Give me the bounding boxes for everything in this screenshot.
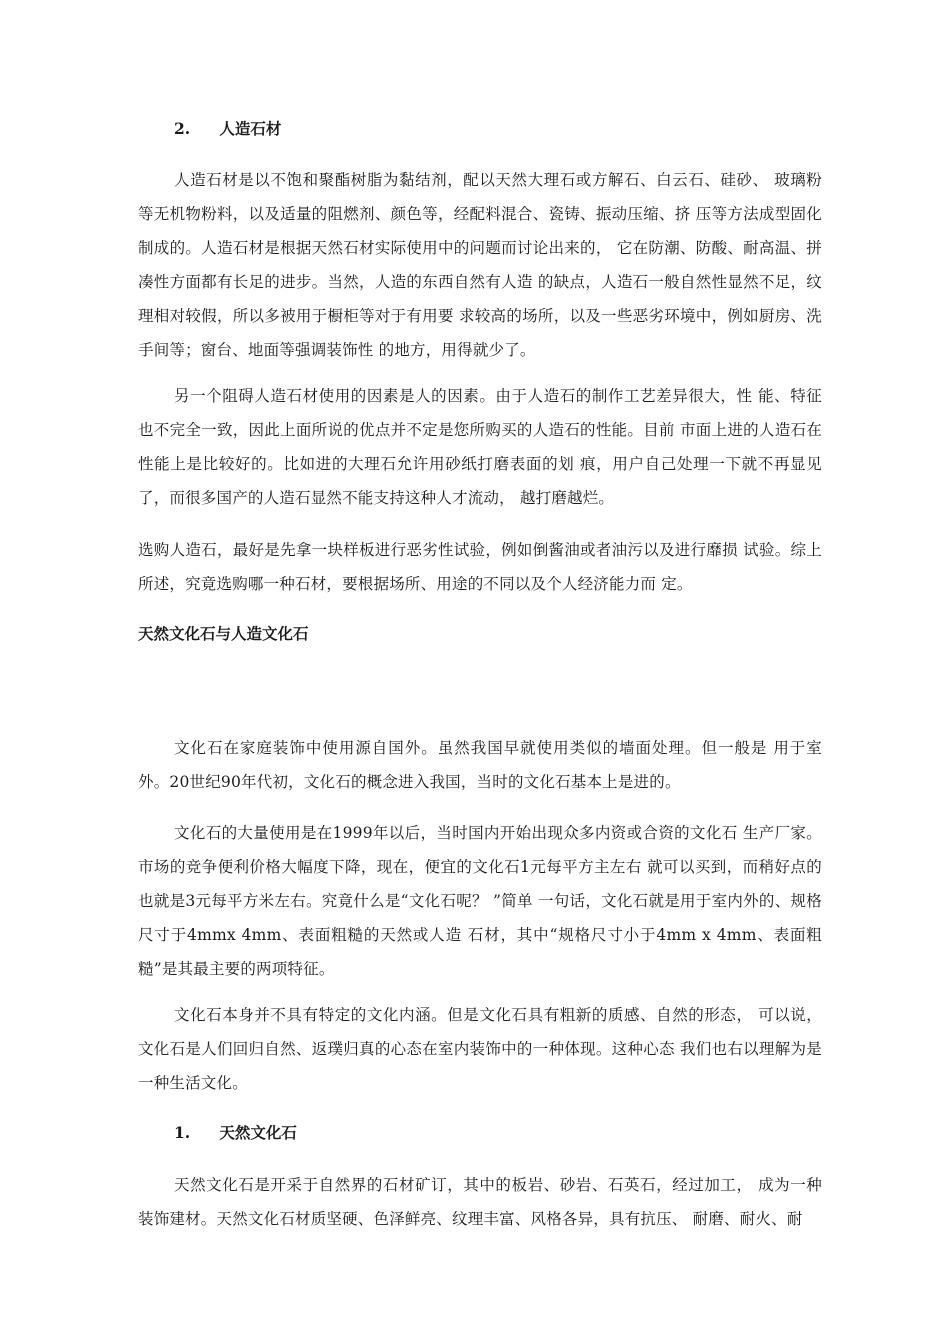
paragraph-artificial-stone-human-factor: 另一个阻碍人造石材使用的因素是人的因素。由于人造石的制作工艺差异很大，性 能、特征也不完全一致，因此上面所说的优点并不定是您所购买的人造石的性能。目前 市面上进的人造石在性能上是比较好的。比如进的大理石允许用砂纸打磨表面的划 痕，用户自己处理一下就不再显见了，而很多国产的人造石显然不能支持这种人才流动， 越打磨越烂。 xyxy=(138,387,822,507)
paragraph-culture-stone-origin: 文化石在家庭装饰中使用源自国外。虽然我国早就使用类似的墙面处理。但一般是 用于室外。20世纪90年代初，文化石的概念进入我国，当时的文化石基本上是进的。 xyxy=(138,739,822,791)
heading-number: 1. xyxy=(174,1123,191,1142)
heading-title: 天然文化石 xyxy=(219,1123,297,1142)
paragraph-natural-culture-stone: 天然文化石是开采于自然界的石材矿订，其中的板岩、砂岩、石英石，经过加工， 成为一种装饰建材。天然文化石材质坚硬、色泽鲜亮、纹理丰富、风格各异，具有抗压、 耐磨、耐火、耐 xyxy=(138,1176,822,1228)
heading-number: 2. xyxy=(174,119,191,138)
heading-title: 人造石材 xyxy=(219,119,282,138)
section-heading-culture-stone: 天然文化石与人造文化石 xyxy=(138,624,309,643)
section-heading-artificial-stone xyxy=(174,112,281,146)
section-heading-natural-culture-stone xyxy=(174,1116,297,1150)
paragraph-culture-stone-market: 文化石的大量使用是在1999年以后，当时国内开始出现众多内资或合资的文化石 生产厂家。市场的竞争便利价格大幅度下降，现在，便宜的文化石1元每平方主左右 就可以买到，而稍好点的也就是3元每平方米左右。究竟什么是“文化石呢？ ”简单 一句话，文化石就是用于室内外的、规格尺寸于4mmx 4mm、表面粗糙的天然或人造 石材，其中“规格尺寸小于4mm x 4mm、表面粗糙”是其最主要的两项特征。 xyxy=(138,824,822,978)
paragraph-artificial-stone-intro: 人造石材是以不饱和聚酯树脂为黏结剂，配以天然大理石或方解石、白云石、硅砂、 玻璃粉等无机物粉料，以及适量的阻燃剂、颜色等，经配料混合、瓷铸、振动压缩、挤 压等方法成型固化制成的。人造石材是根据天然石材实际使用中的问题而讨论出来的， 它在防潮、防酸、耐高温、拼凑性方面都有长足的进步。当然，人造的东西自然有人造 的缺点，人造石一般自然性显然不足，纹理相对较假，所以多被用于橱柜等对于有用要 求较高的场所，以及一些恶劣环境中，例如厨房、洗手间等；窗台、地面等强调装饰性 的地方，用得就少了。 xyxy=(138,171,822,359)
paragraph-culture-stone-meaning: 文化石本身并不具有特定的文化内涵。但是文化石具有粗新的质感、自然的形态， 可以说，文化石是人们回归自然、返璞归真的心态在室内装饰中的一种体现。这种心态 我们也右以理解为是一种生活文化。 xyxy=(138,1006,822,1092)
paragraph-artificial-stone-selection: 选购人造石，最好是先拿一块样板进行恶劣性试验，例如倒酱油或者油污以及进行靡损 试验。综上所述，究竟选购哪一种石材，要根据场所、用途的不同以及个人经济能力而 定。 xyxy=(138,541,822,593)
